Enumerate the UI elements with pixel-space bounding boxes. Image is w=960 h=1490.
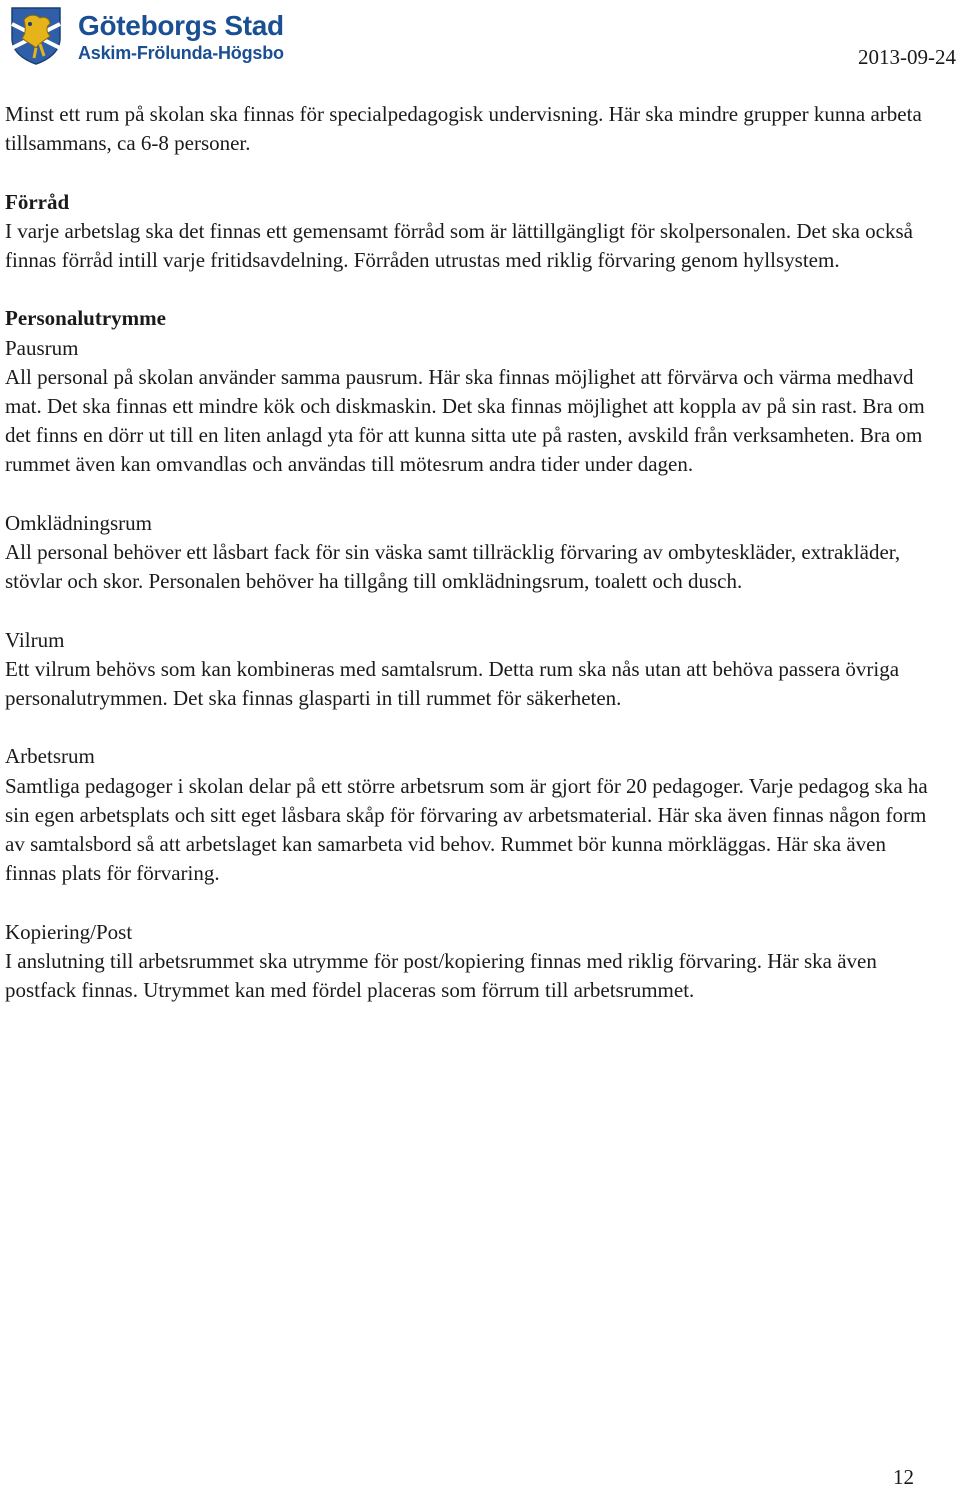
brand-subtitle: Askim-Frölunda-Högsbo <box>78 43 284 63</box>
subsection-heading: Pausrum <box>5 335 79 360</box>
subsection-heading: Omklädningsrum <box>5 510 152 535</box>
document-body <box>5 100 935 1034</box>
subsection-vilrum <box>5 626 935 714</box>
subsection-omkladningsrum <box>5 509 935 597</box>
subsection-text: I anslutning till arbetsrummet ska utrymme för post/kopiering finnas med riklig förvaring. Här ska även postfack finnas. Utrymmet kan med fördel placeras som förrum till arbetsrummet. <box>5 948 877 1002</box>
brand-title: Göteborgs Stad <box>78 10 284 41</box>
section-text: I varje arbetslag ska det finnas ett gemensamt förråd som är lättillgängligt för skolpersonalen. Det ska också finnas förråd intill varje fritidsavdelning. Förråden utrustas med riklig förvaring genom hyllsystem. <box>5 218 913 272</box>
section-heading: Förråd <box>5 189 70 214</box>
gothenburg-coat-of-arms-icon <box>6 4 66 66</box>
section-forrad <box>5 188 935 276</box>
brand <box>78 10 284 64</box>
section-heading: Personalutrymme <box>5 306 166 331</box>
page-header <box>0 0 960 80</box>
subsection-heading: Arbetsrum <box>5 744 95 769</box>
subsection-text: All personal behöver ett låsbart fack för sin väska samt tillräcklig förvaring av ombyteskläder, extrakläder, stövlar och skor. Personalen behöver ha tillgång till omklädningsrum, toalett och dusch. <box>5 540 901 594</box>
intro-paragraph: Minst ett rum på skolan ska finnas för specialpedagogisk undervisning. Här ska mindre grupper kunna arbeta tillsammans, ca 6-8 personer. <box>5 102 922 156</box>
document-date: 2013-09-24 <box>858 45 956 69</box>
page-number: 12 <box>893 1465 914 1489</box>
subsection-heading: Vilrum <box>5 627 65 652</box>
subsection-text: All personal på skolan använder samma pausrum. Här ska finnas möjlighet att förvärva och värma medhavd mat. Det ska finnas ett mindre kök och diskmaskin. Det ska finnas möjlighet att koppla av på sin rast. Bra om det finns en dörr ut till en liten anlagd yta för att kunna sitta ute på rasten, avskild från verksamheten. Bra om rummet även kan omvandlas och användas till mötesrum andra tider under dagen. <box>5 364 925 477</box>
subsection-kopiering-post <box>5 918 935 1006</box>
subsection-text: Ett vilrum behövs som kan kombineras med samtalsrum. Detta rum ska nås utan att behöva passera övriga personalutrymmen. Det ska finnas glasparti in till rummet för säkerheten. <box>5 656 900 710</box>
subsection-arbetsrum <box>5 742 935 888</box>
subsection-heading: Kopiering/Post <box>5 919 133 944</box>
section-personalutrymme <box>5 304 935 479</box>
subsection-text: Samtliga pedagoger i skolan delar på ett större arbetsrum som är gjort för 20 pedagoger. Varje pedagog ska ha sin egen arbetsplats och sitt eget låsbara skåp för förvaring av arbetsmaterial. Här ska även finnas någon form av samtalsbord så att arbetslaget kan samarbeta vid behov. Rummet bör kunna mörkläggas. Här ska även finnas plats för förvaring. <box>5 773 928 886</box>
